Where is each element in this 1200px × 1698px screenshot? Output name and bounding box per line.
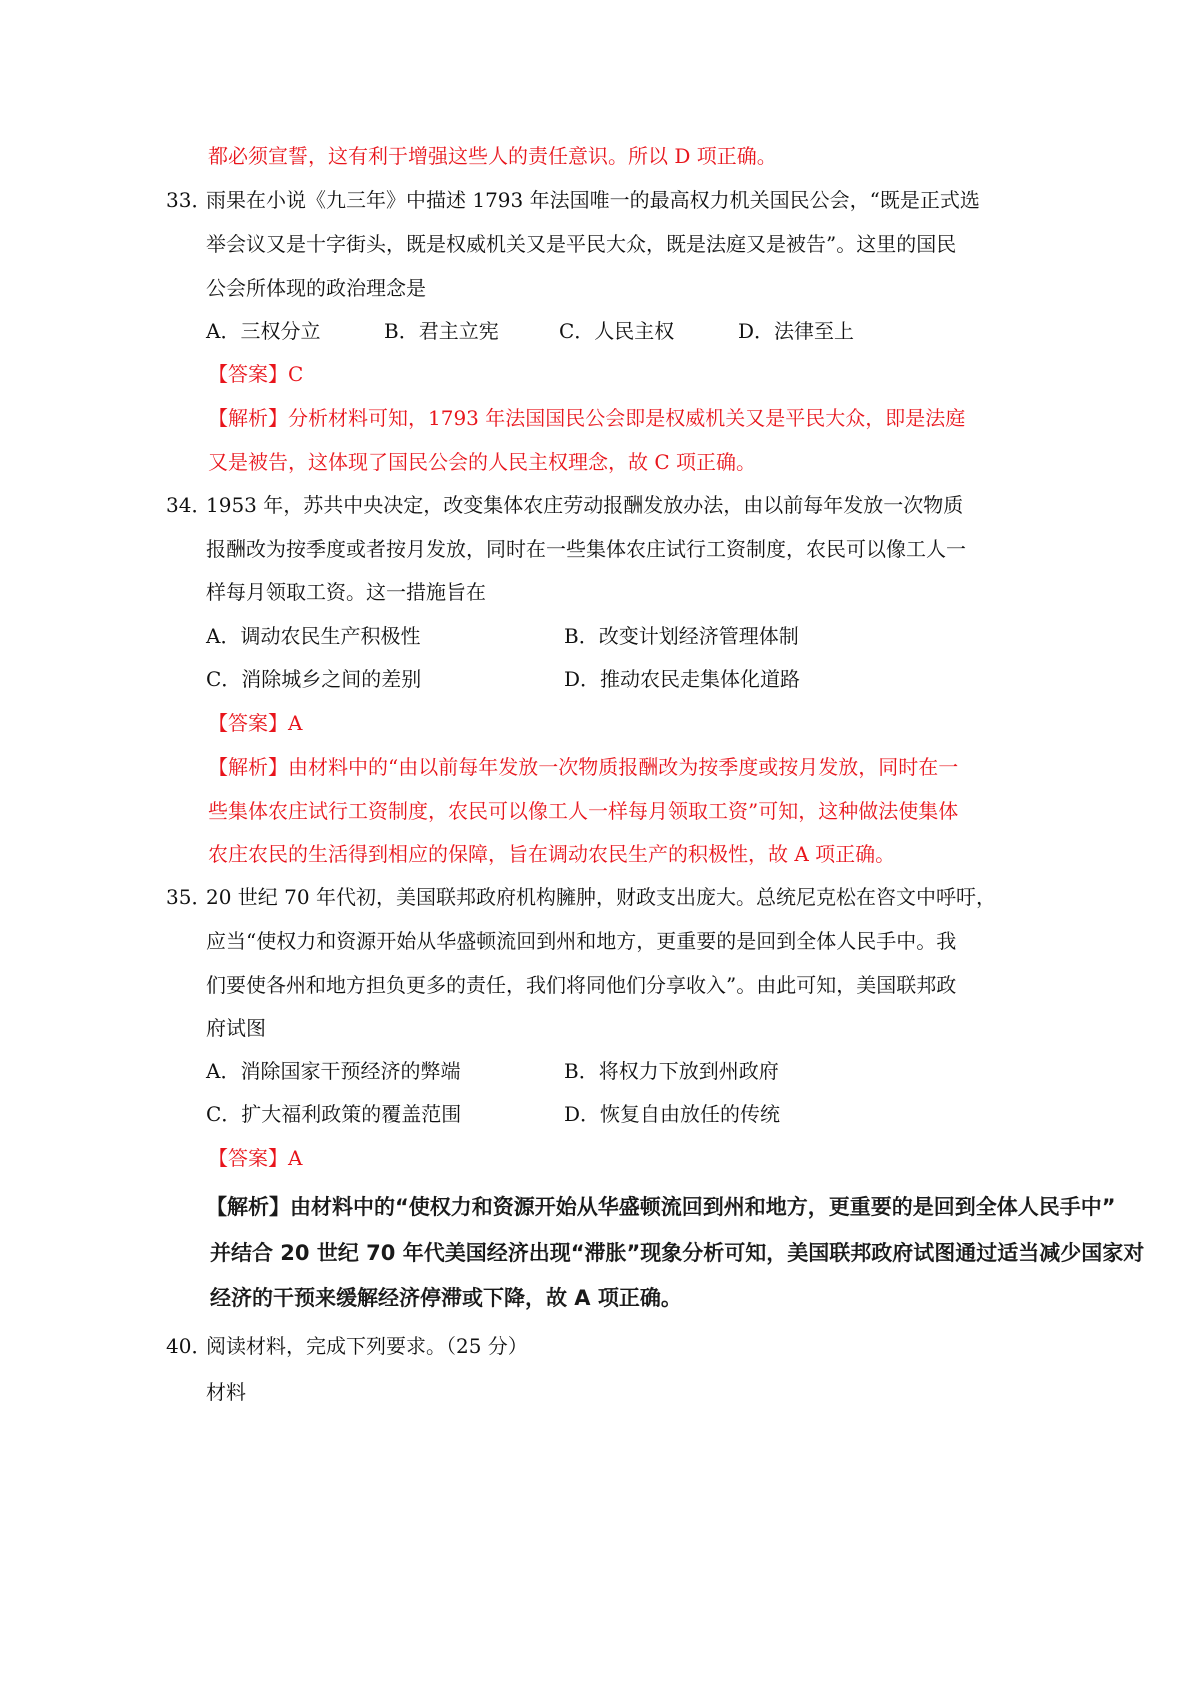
answer-label: 【答案】A [208, 1146, 303, 1170]
question-number: 33． [166, 188, 212, 212]
answer-label: 【答案】C [208, 362, 304, 386]
option-c: C．扩大福利政策的覆盖范围 [206, 1102, 462, 1126]
question-stem-line: 应当“使权力和资源开始从华盛顿流回到州和地方，更重要的是回到全体人民手中。我 [206, 929, 957, 953]
option-a: A．调动农民生产积极性 [206, 624, 421, 648]
question-stem-line: 雨果在小说《九三年》中描述 1793 年法国唯一的最高权力机关国民公会，“既是正式选 [206, 188, 980, 212]
analysis-continuation: 都必须宣誓，这有利于增强这些人的责任意识。所以 D 项正确。 [208, 144, 777, 168]
question-stem-line: 报酬改为按季度或者按月发放，同时在一些集体农庄试行工资制度，农民可以像工人一 [206, 537, 966, 561]
question-stem-line: 们要使各州和地方担负更多的责任，我们将同他们分享收入”。由此可知，美国联邦政 [206, 973, 957, 997]
option-d: D．法律至上 [738, 319, 855, 343]
question-stem-line: 1953 年，苏共中央决定，改变集体农庄劳动报酬发放办法，由以前每年发放一次物质 [206, 493, 964, 517]
question-number: 35． [166, 885, 212, 909]
analysis-line: 【解析】由材料中的“由以前每年发放一次物质报酬改为按季度或按月发放，同时在一 [208, 755, 959, 779]
answer-label: 【答案】A [208, 711, 303, 735]
question-stem-line: 阅读材料，完成下列要求。（25 分） [206, 1334, 528, 1358]
option-a: A．三权分立 [206, 319, 321, 343]
analysis-line: 并结合 20 世纪 70 年代美国经济出现“滞胀”现象分析可知，美国联邦政府试图通过适当减少国家对 [210, 1241, 1145, 1265]
option-d: D．恢复自由放任的传统 [564, 1102, 781, 1126]
option-c: C．消除城乡之间的差别 [206, 667, 422, 691]
option-b: B．改变计划经济管理体制 [564, 624, 799, 648]
material-label: 材料 [206, 1380, 246, 1404]
analysis-line: 经济的干预来缓解经济停滞或下降，故 A 项正确。 [210, 1286, 682, 1310]
option-b: B．将权力下放到州政府 [564, 1059, 779, 1083]
analysis-line: 【解析】由材料中的“使权力和资源开始从华盛顿流回到州和地方，更重要的是回到全体人民手中” [206, 1195, 1116, 1219]
option-d: D．推动农民走集体化道路 [564, 667, 801, 691]
question-stem-line: 20 世纪 70 年代初，美国联邦政府机构臃肿，财政支出庞大。总统尼克松在咨文中呼吁， [206, 885, 996, 909]
question-stem-line: 举会议又是十字街头，既是权威机关又是平民大众，既是法庭又是被告”。这里的国民 [206, 232, 957, 256]
question-stem-line: 公会所体现的政治理念是 [206, 276, 426, 300]
question-stem-line: 府试图 [206, 1016, 266, 1040]
option-b: B．君主立宪 [384, 319, 499, 343]
option-c: C．人民主权 [559, 319, 675, 343]
analysis-line: 些集体农庄试行工资制度，农民可以像工人一样每月领取工资”可知，这种做法使集体 [208, 799, 959, 823]
question-number: 34． [166, 493, 212, 517]
analysis-line: 又是被告，这体现了国民公会的人民主权理念，故 C 项正确。 [208, 450, 757, 474]
question-stem-line: 样每月领取工资。这一措施旨在 [206, 580, 486, 604]
analysis-line: 【解析】分析材料可知，1793 年法国国民公会即是权威机关又是平民大众，即是法庭 [208, 406, 966, 430]
analysis-line: 农庄农民的生活得到相应的保障，旨在调动农民生产的积极性，故 A 项正确。 [208, 842, 896, 866]
question-number: 40． [166, 1334, 212, 1358]
option-a: A．消除国家干预经济的弊端 [206, 1059, 461, 1083]
